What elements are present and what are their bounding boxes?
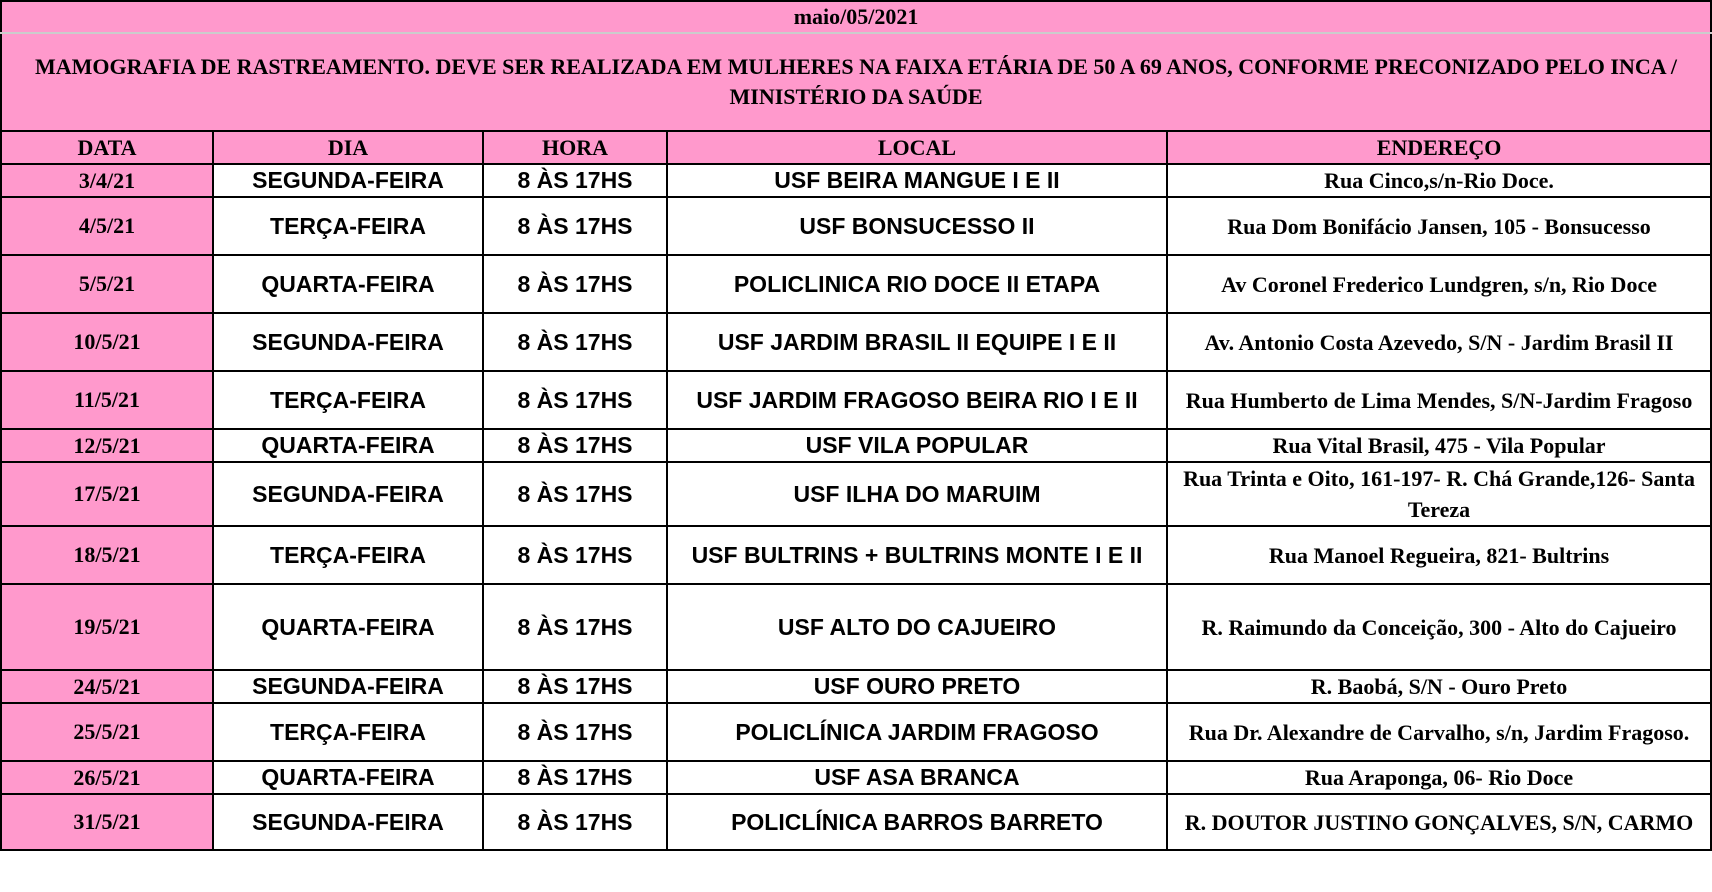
table-row bbox=[1, 313, 1711, 371]
cell-hora: 8 ÀS 17HS bbox=[483, 164, 667, 197]
cell-dia: SEGUNDA-FEIRA bbox=[213, 313, 483, 371]
cell-hora: 8 ÀS 17HS bbox=[483, 703, 667, 761]
cell-hora: 8 ÀS 17HS bbox=[483, 761, 667, 794]
cell-hora: 8 ÀS 17HS bbox=[483, 462, 667, 526]
cell-local: USF BULTRINS + BULTRINS MONTE I E II bbox=[667, 526, 1167, 584]
cell-local: USF JARDIM BRASIL II EQUIPE I E II bbox=[667, 313, 1167, 371]
cell-local: USF BONSUCESSO II bbox=[667, 197, 1167, 255]
cell-hora: 8 ÀS 17HS bbox=[483, 670, 667, 703]
cell-local: USF OURO PRETO bbox=[667, 670, 1167, 703]
cell-local: USF ASA BRANCA bbox=[667, 761, 1167, 794]
cell-dia: TERÇA-FEIRA bbox=[213, 526, 483, 584]
cell-endereco: Rua Manoel Regueira, 821- Bultrins bbox=[1167, 526, 1711, 584]
cell-date: 3/4/21 bbox=[1, 164, 213, 197]
column-header-row bbox=[1, 131, 1711, 164]
cell-hora: 8 ÀS 17HS bbox=[483, 584, 667, 670]
cell-date: 11/5/21 bbox=[1, 371, 213, 429]
cell-endereco: Av. Antonio Costa Azevedo, S/N - Jardim Brasil II bbox=[1167, 313, 1711, 371]
cell-hora: 8 ÀS 17HS bbox=[483, 197, 667, 255]
cell-date: 4/5/21 bbox=[1, 197, 213, 255]
table-row bbox=[1, 584, 1711, 670]
cell-dia: SEGUNDA-FEIRA bbox=[213, 164, 483, 197]
table-row bbox=[1, 670, 1711, 703]
cell-local: POLICLINICA RIO DOCE II ETAPA bbox=[667, 255, 1167, 313]
cell-date: 31/5/21 bbox=[1, 794, 213, 850]
cell-endereco: Av Coronel Frederico Lundgren, s/n, Rio Doce bbox=[1167, 255, 1711, 313]
cell-endereco: Rua Dom Bonifácio Jansen, 105 - Bonsucesso bbox=[1167, 197, 1711, 255]
table-row bbox=[1, 371, 1711, 429]
cell-local: USF ILHA DO MARUIM bbox=[667, 462, 1167, 526]
table-row bbox=[1, 526, 1711, 584]
cell-local: USF VILA POPULAR bbox=[667, 429, 1167, 462]
table-row bbox=[1, 429, 1711, 462]
cell-dia: QUARTA-FEIRA bbox=[213, 429, 483, 462]
col-header-local: LOCAL bbox=[667, 131, 1167, 164]
cell-dia: QUARTA-FEIRA bbox=[213, 584, 483, 670]
sheet-title-line1: MAMOGRAFIA DE RASTREAMENTO. DEVE SER REALIZADA EM MULHERES NA FAIXA ETÁRIA DE 50 A 69 ANOS, CONFORME PRECONIZADO PELO INCA / bbox=[35, 54, 1678, 79]
cell-hora: 8 ÀS 17HS bbox=[483, 429, 667, 462]
cell-endereco: Rua Humberto de Lima Mendes, S/N-Jardim Fragoso bbox=[1167, 371, 1711, 429]
cell-local: POLICLÍNICA BARROS BARRETO bbox=[667, 794, 1167, 850]
table-row bbox=[1, 255, 1711, 313]
cell-dia: TERÇA-FEIRA bbox=[213, 197, 483, 255]
col-header-dia: DIA bbox=[213, 131, 483, 164]
cell-dia: TERÇA-FEIRA bbox=[213, 703, 483, 761]
table-row bbox=[1, 761, 1711, 794]
cell-date: 19/5/21 bbox=[1, 584, 213, 670]
cell-dia: SEGUNDA-FEIRA bbox=[213, 794, 483, 850]
cell-hora: 8 ÀS 17HS bbox=[483, 526, 667, 584]
cell-endereco: Rua Dr. Alexandre de Carvalho, s/n, Jardim Fragoso. bbox=[1167, 703, 1711, 761]
cell-date: 17/5/21 bbox=[1, 462, 213, 526]
table-row bbox=[1, 703, 1711, 761]
cell-date: 12/5/21 bbox=[1, 429, 213, 462]
cell-endereco: Rua Araponga, 06- Rio Doce bbox=[1167, 761, 1711, 794]
cell-local: USF JARDIM FRAGOSO BEIRA RIO I E II bbox=[667, 371, 1167, 429]
cell-endereco: Rua Cinco,s/n-Rio Doce. bbox=[1167, 164, 1711, 197]
sheet-title-line2: MINISTÉRIO DA SAÚDE bbox=[729, 84, 983, 109]
cell-date: 18/5/21 bbox=[1, 526, 213, 584]
cell-date: 25/5/21 bbox=[1, 703, 213, 761]
cell-local: USF ALTO DO CAJUEIRO bbox=[667, 584, 1167, 670]
col-header-endereco: ENDEREÇO bbox=[1167, 131, 1711, 164]
cell-hora: 8 ÀS 17HS bbox=[483, 794, 667, 850]
table-row bbox=[1, 197, 1711, 255]
cell-date: 24/5/21 bbox=[1, 670, 213, 703]
cell-dia: TERÇA-FEIRA bbox=[213, 371, 483, 429]
cell-endereco: R. Raimundo da Conceição, 300 - Alto do Cajueiro bbox=[1167, 584, 1711, 670]
cell-date: 10/5/21 bbox=[1, 313, 213, 371]
cell-hora: 8 ÀS 17HS bbox=[483, 255, 667, 313]
cell-endereco: R. DOUTOR JUSTINO GONÇALVES, S/N, CARMO bbox=[1167, 794, 1711, 850]
cell-dia: QUARTA-FEIRA bbox=[213, 761, 483, 794]
col-header-data: DATA bbox=[1, 131, 213, 164]
cell-dia: QUARTA-FEIRA bbox=[213, 255, 483, 313]
cell-date: 5/5/21 bbox=[1, 255, 213, 313]
cell-local: POLICLÍNICA JARDIM FRAGOSO bbox=[667, 703, 1167, 761]
cell-dia: SEGUNDA-FEIRA bbox=[213, 670, 483, 703]
cell-dia: SEGUNDA-FEIRA bbox=[213, 462, 483, 526]
table-row bbox=[1, 164, 1711, 197]
cell-hora: 8 ÀS 17HS bbox=[483, 313, 667, 371]
cell-endereco: Rua Trinta e Oito, 161-197- R. Chá Grande,126- Santa Tereza bbox=[1167, 462, 1711, 526]
cell-endereco: Rua Vital Brasil, 475 - Vila Popular bbox=[1167, 429, 1711, 462]
table-row bbox=[1, 462, 1711, 526]
sheet-date: maio/05/2021 bbox=[1, 1, 1711, 33]
table-row bbox=[1, 794, 1711, 850]
cell-local: USF BEIRA MANGUE I E II bbox=[667, 164, 1167, 197]
cell-date: 26/5/21 bbox=[1, 761, 213, 794]
col-header-hora: HORA bbox=[483, 131, 667, 164]
cell-endereco: R. Baobá, S/N - Ouro Preto bbox=[1167, 670, 1711, 703]
cell-hora: 8 ÀS 17HS bbox=[483, 371, 667, 429]
sheet-title bbox=[1, 33, 1711, 131]
